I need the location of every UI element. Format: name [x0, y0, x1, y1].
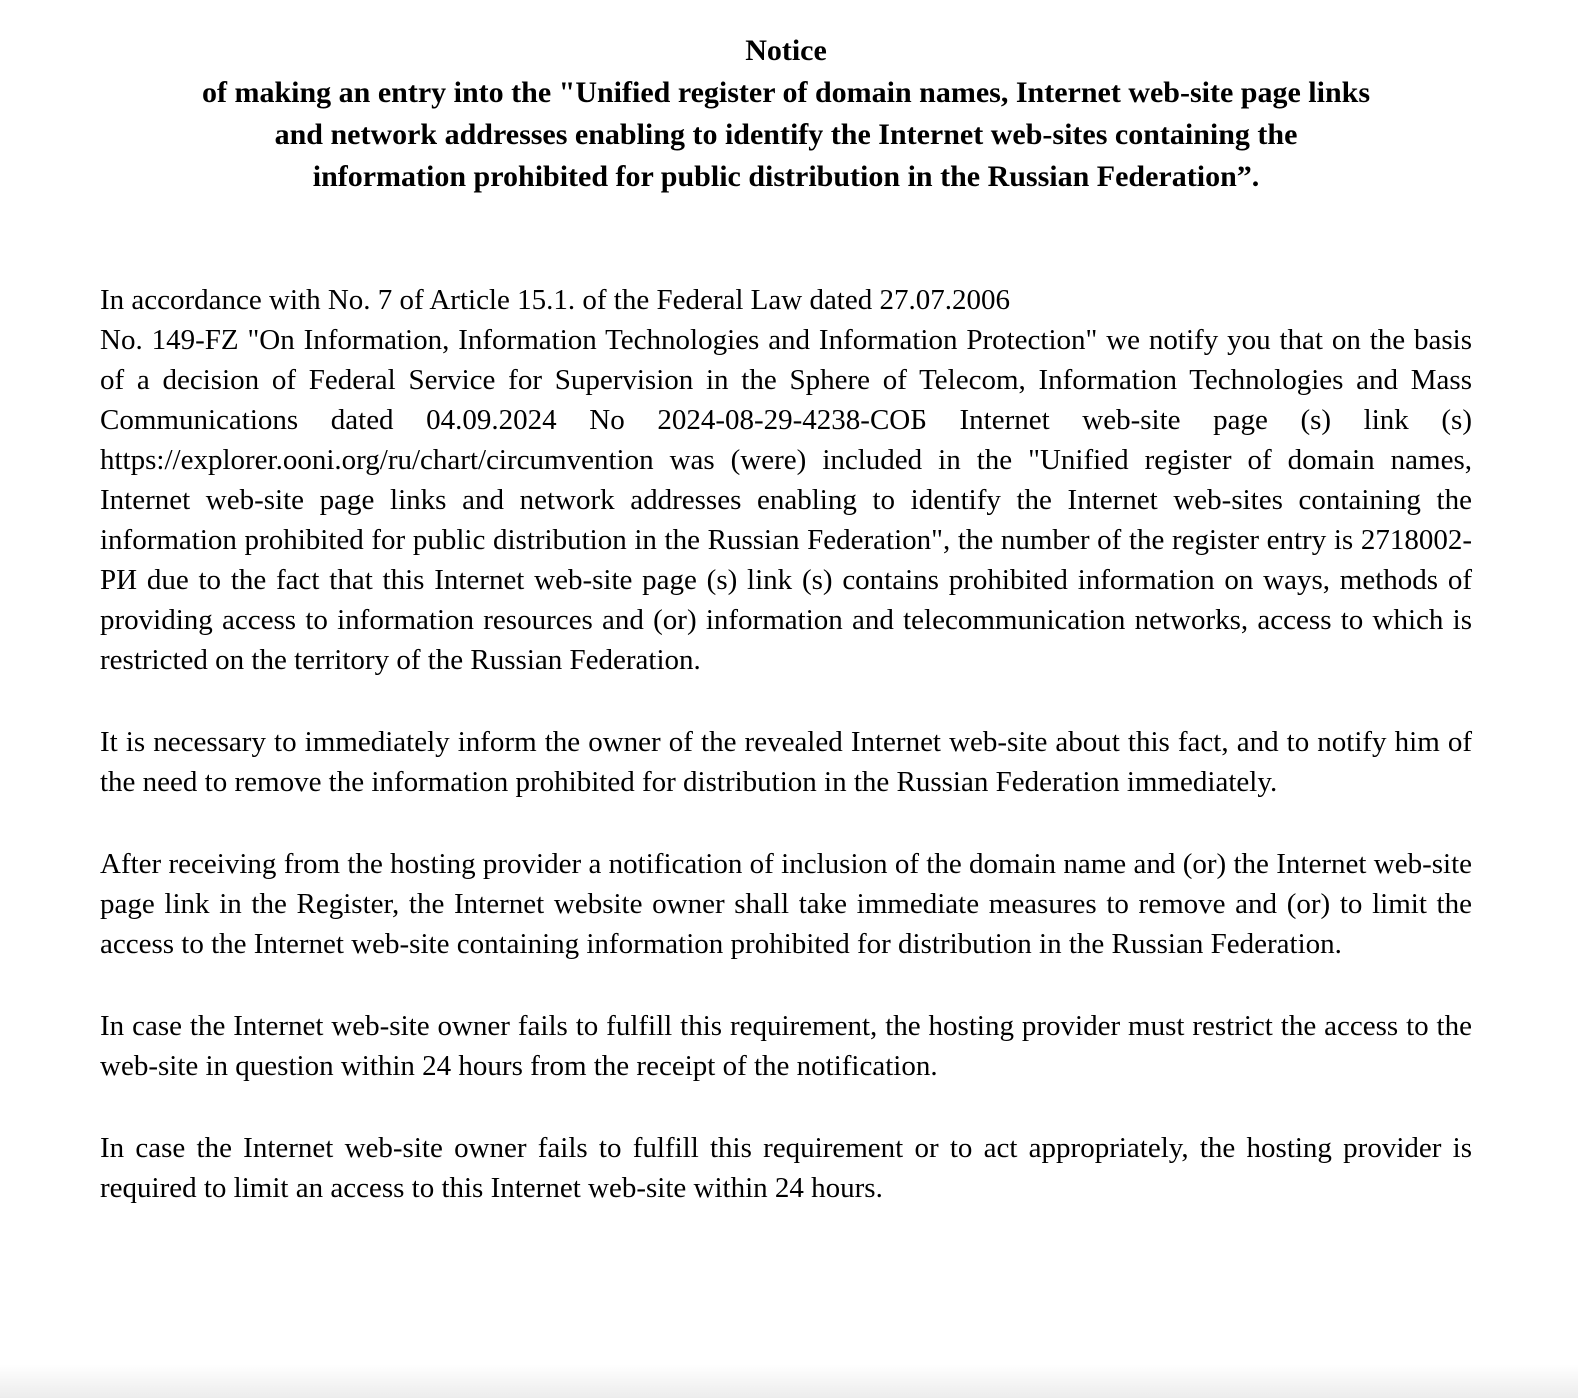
legal-basis-after-url: was (were) included in the "Unified register of domain names, Internet web-site page links and network addresses enabling to identify the Internet web-sites containing the information prohibited for public distribution in the Russian Federation", the number of the register entry is 2718002-РИ due to the fact that this Internet web-site page (s) link (s) contains prohibited information on ways, methods of providing access to information resources and (or) information and telecommunication networks, access to which is restricted on the territory of the Russian Federation. — [100, 444, 1472, 676]
page-bottom-shade — [0, 1364, 1578, 1398]
blocked-page-url: https://explorer.ooni.org/ru/chart/circumvention — [100, 444, 654, 476]
notice-title-line-1: Notice — [745, 34, 827, 67]
notice-title-line-2: of making an entry into the "Unified register of domain names, Internet web-site page links — [201, 76, 1371, 109]
notice-title-line-3: and network addresses enabling to identify the Internet web-sites containing the — [274, 118, 1298, 151]
paragraph-legal-basis — [100, 280, 1472, 680]
paragraph-owner-measures: After receiving from the hosting provider a notification of inclusion of the domain name and (or) the Internet web-site page link in the Register, the Internet website owner shall take immediate measures to remove and (or) to limit the access to the Internet web-site containing information prohibited for distribution in the Russian Federation. — [100, 848, 1472, 960]
legal-basis-intro-line: In accordance with No. 7 of Article 15.1. of the Federal Law dated 27.07.2006 — [100, 284, 1010, 316]
notice-title — [100, 30, 1472, 198]
notice-title-line-4: information prohibited for public distribution in the Russian Federation”. — [312, 160, 1260, 193]
legal-basis-before-url: No. 149-FZ "On Information, Information Technologies and Information Protection" we notify you that on the basis of a decision of Federal Service for Supervision in the Sphere of Telecom, Information Technologies and Mass Communications dated 04.09.2024 No 2024-08-29-4238-СОБ Internet web-site page (s) link (s) — [100, 324, 1472, 436]
paragraph-hosting-limit: In case the Internet web-site owner fails to fulfill this requirement or to act appropriately, the hosting provider is required to limit an access to this Internet web-site within 24 hours. — [100, 1132, 1472, 1204]
paragraph-hosting-restrict: In case the Internet web-site owner fails to fulfill this requirement, the hosting provider must restrict the access to the web-site in question within 24 hours from the receipt of the notification. — [100, 1010, 1472, 1082]
paragraph-inform-owner: It is necessary to immediately inform the owner of the revealed Internet web-site about this fact, and to notify him of the need to remove the information prohibited for distribution in the Russian Federation immediately. — [100, 726, 1472, 798]
